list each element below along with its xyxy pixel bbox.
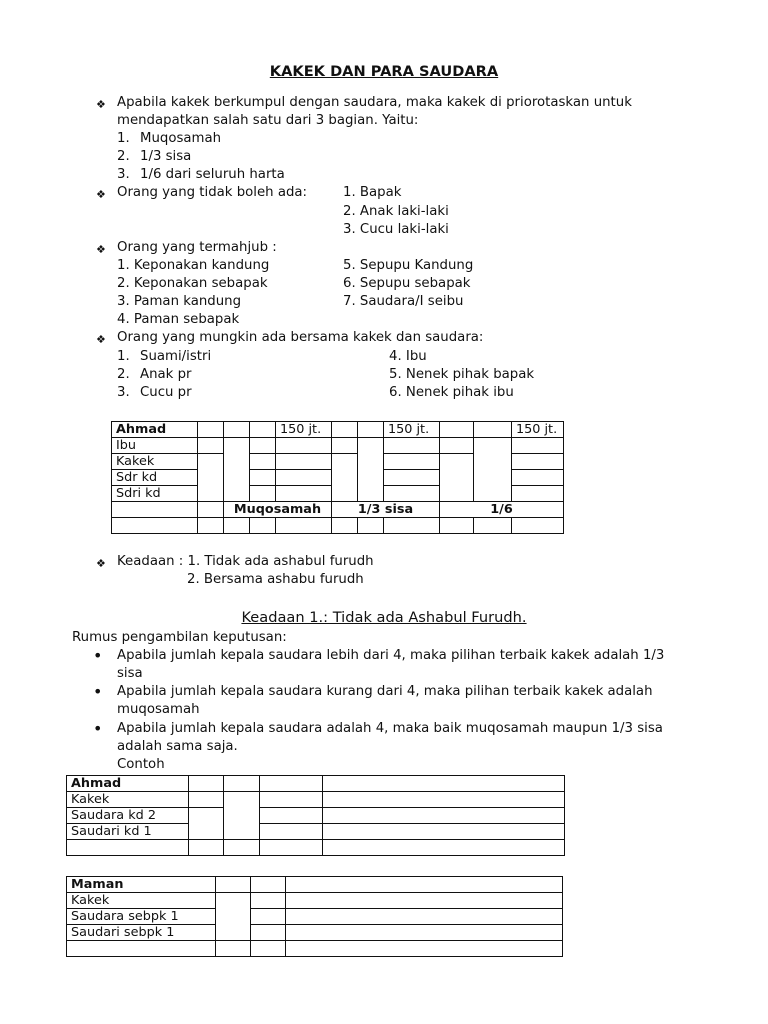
p3-left-2: 2. Keponakan sebapak bbox=[117, 276, 268, 291]
diamond-bullet-icon: ❖ bbox=[96, 243, 106, 256]
row-label: Saudara sebpk 1 bbox=[67, 909, 216, 925]
p4-num-1: 1. bbox=[117, 349, 130, 364]
row-label: Kakek bbox=[67, 893, 216, 909]
row-label: Saudari sebpk 1 bbox=[67, 925, 216, 941]
p2-label: Orang yang tidak boleh ada: bbox=[117, 185, 308, 200]
p1-num-3: 3. bbox=[117, 167, 130, 182]
p1-num-1: 1. bbox=[117, 131, 130, 146]
p4-num-2: 2. bbox=[117, 367, 130, 382]
p2-item-1: 1. Bapak bbox=[343, 185, 402, 200]
section-title: Keadaan 1.: Tidak ada Ashabul Furudh. bbox=[241, 609, 527, 626]
p3-right-1: 5. Sepupu Kandung bbox=[343, 258, 474, 273]
p4-right-1: 4. Ibu bbox=[389, 349, 427, 364]
amount-cell: 150 jt. bbox=[384, 422, 440, 438]
diamond-bullet-icon: ❖ bbox=[96, 557, 106, 570]
p1-line2: mendapatkan salah satu dari 3 bagian. Yaitu: bbox=[117, 113, 419, 128]
method-label: 1/3 sisa bbox=[332, 502, 440, 518]
row-label: Maman bbox=[67, 877, 216, 893]
p3-right-3: 7. Saudara/I seibu bbox=[343, 294, 464, 309]
rule-3-line1: Apabila jumlah kepala saudara adalah 4, maka baik muqosamah maupun 1/3 sisa bbox=[117, 721, 663, 736]
rule-1-line1: Apabila jumlah kepala saudara lebih dari 4, maka pilihan terbaik kakek adalah 1/3 bbox=[117, 648, 665, 663]
p1-item-1: Muqosamah bbox=[140, 131, 222, 146]
row-label: Saudari kd 1 bbox=[67, 824, 189, 840]
rule-2-line1: Apabila jumlah kepala saudara kurang dari 4, maka pilihan terbaik kakek adalah bbox=[117, 684, 653, 699]
p3-left-1: 1. Keponakan kandung bbox=[117, 258, 270, 273]
p2-item-3: 3. Cucu laki-laki bbox=[343, 222, 449, 237]
diamond-bullet-icon: ❖ bbox=[96, 188, 106, 201]
p3-right-2: 6. Sepupu sebapak bbox=[343, 276, 471, 291]
section-intro: Rumus pengambilan keputusan: bbox=[72, 630, 287, 645]
diamond-bullet-icon: ❖ bbox=[96, 333, 106, 346]
p4-num-3: 3. bbox=[117, 385, 130, 400]
method-label: Muqosamah bbox=[224, 502, 332, 518]
diamond-bullet-icon: ❖ bbox=[96, 98, 106, 111]
amount-cell: 150 jt. bbox=[512, 422, 564, 438]
row-label: Sdri kd bbox=[112, 486, 198, 502]
p3-left-4: 4. Paman sebapak bbox=[117, 312, 240, 327]
p4-left-1: Suami/istri bbox=[140, 349, 212, 364]
rule-2-line2: muqosamah bbox=[117, 702, 200, 717]
p1-num-2: 2. bbox=[117, 149, 130, 164]
p2-item-2: 2. Anak laki-laki bbox=[343, 204, 449, 219]
p4-label: Orang yang mungkin ada bersama kakek dan saudara: bbox=[117, 330, 484, 345]
rule-3-line2: adalah sama saja. bbox=[117, 739, 238, 754]
rule-1-line2: sisa bbox=[117, 666, 143, 681]
amount-cell: 150 jt. bbox=[276, 422, 332, 438]
bullet-dot-icon: • bbox=[93, 646, 103, 665]
p4-right-2: 5. Nenek pihak bapak bbox=[389, 367, 535, 382]
row-label: Sdr kd bbox=[112, 470, 198, 486]
example-table-ahmad bbox=[66, 775, 565, 856]
row-label: Ahmad bbox=[67, 776, 189, 792]
example-table-maman bbox=[66, 876, 563, 957]
p4-left-2: Anak pr bbox=[140, 367, 192, 382]
p3-left-3: 3. Paman kandung bbox=[117, 294, 242, 309]
row-label: Ahmad bbox=[112, 422, 198, 438]
row-label: Saudara kd 2 bbox=[67, 808, 189, 824]
row-label: Kakek bbox=[112, 454, 198, 470]
p1-item-2: 1/3 sisa bbox=[140, 149, 192, 164]
bullet-dot-icon: • bbox=[93, 682, 103, 701]
contoh-label: Contoh bbox=[117, 757, 165, 772]
row-label: Kakek bbox=[67, 792, 189, 808]
p4-left-3: Cucu pr bbox=[140, 385, 192, 400]
keadaan-line2: 2. Bersama ashabu furudh bbox=[187, 572, 364, 587]
p1-line1: Apabila kakek berkumpul dengan saudara, maka kakek di priorotaskan untuk bbox=[117, 95, 632, 110]
p3-label: Orang yang termahjub : bbox=[117, 240, 277, 255]
method-label: 1/6 bbox=[440, 502, 564, 518]
inheritance-table-1 bbox=[111, 421, 564, 534]
keadaan-line1: Keadaan : 1. Tidak ada ashabul furudh bbox=[117, 554, 374, 569]
row-label: Ibu bbox=[112, 438, 198, 454]
page-title: KAKEK DAN PARA SAUDARA bbox=[269, 63, 499, 80]
bullet-dot-icon: • bbox=[93, 719, 103, 738]
p1-item-3: 1/6 dari seluruh harta bbox=[140, 167, 285, 182]
p4-right-3: 6. Nenek pihak ibu bbox=[389, 385, 514, 400]
